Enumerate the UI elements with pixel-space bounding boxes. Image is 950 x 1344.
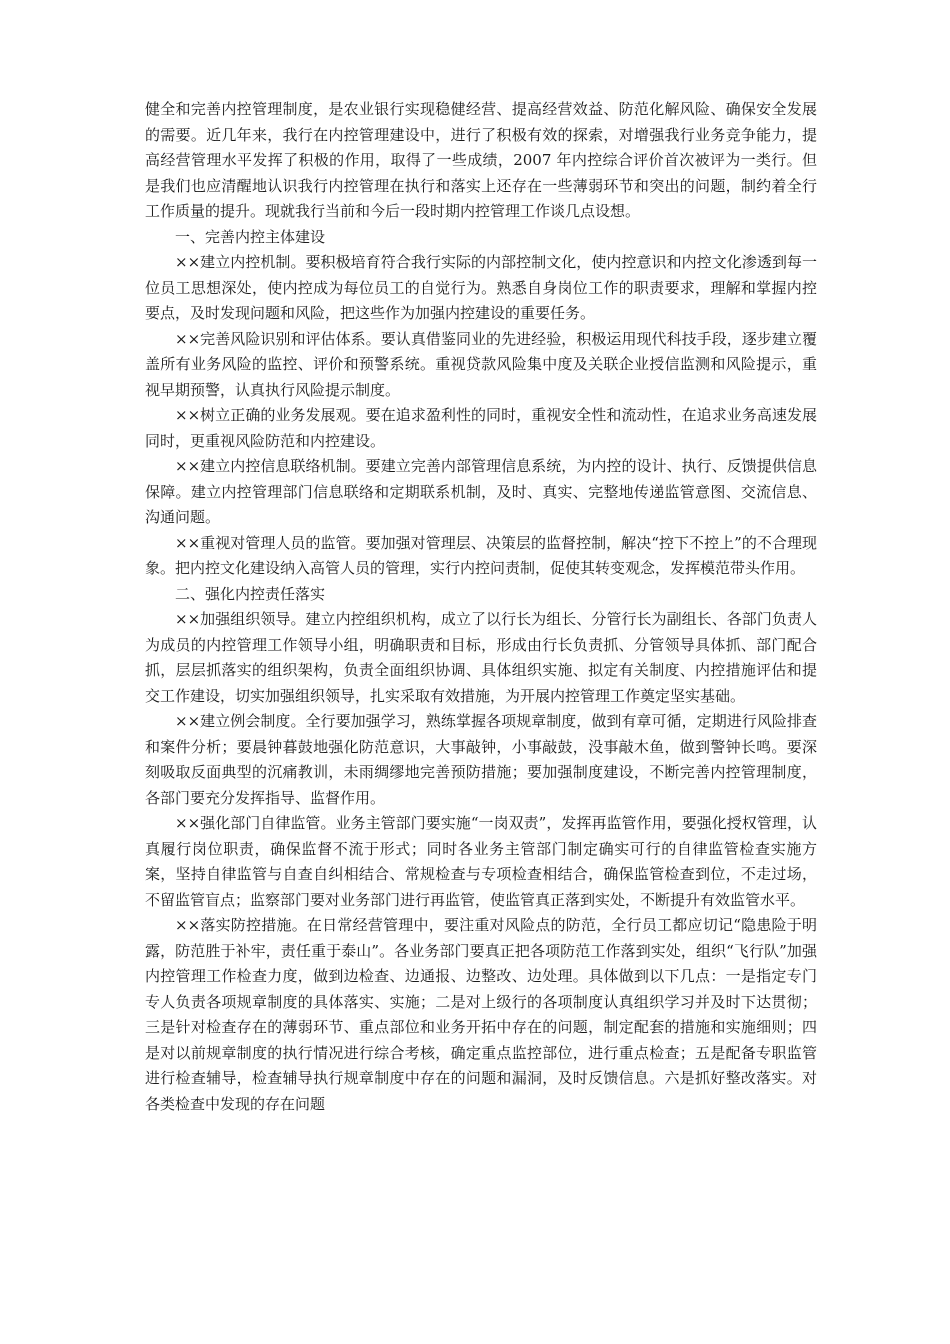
paragraph-1-4: ××建立内控信息联络机制。要建立完善内部管理信息系统，为内控的设计、执行、反馈提供信息保障。建立内控管理部门信息联络和定期联系机制，及时、真实、完整地传递监管意图、交流信息、沟通问题。	[145, 457, 817, 526]
paragraph-2-1: ××加强组织领导。建立内控组织机构，成立了以行长为组长、分管行长为副组长、各部门负责人为成员的内控管理工作领导小组，明确职责和目标，形成由行长负责抓、分管领导具体抓、部门配合抓，层层抓落实的组织架构，负责全面组织协调、具体组织实施、拟定有关制度、内控措施评估和提交工作建设，切实加强组织领导，扎实采取有效措施，为开展内控管理工作奠定坚实基础。	[145, 610, 817, 705]
section-heading-2: 二、强化内控责任落实	[175, 584, 326, 603]
paragraph-2-2: ××建立例会制度。全行要加强学习，熟练掌握各项规章制度，做到有章可循，定期进行风险排查和案件分析；要晨钟暮鼓地强化防范意识，大事敲钟，小事敲鼓，没事敲木鱼，做到警钟长鸣。要深刻吸取反面典型的沉痛教训，未雨绸缪地完善预防措施；要加强制度建设，不断完善内控管理制度，各部门要充分发挥指导、监督作用。	[145, 712, 817, 807]
paragraph-2-4: ××落实防控措施。在日常经营管理中，要注重对风险点的防范，全行员工都应切记“隐患险于明露，防范胜于补牢，责任重于泰山”。各业务部门要真正把各项防范工作落到实处，组织“飞行队”加强内控管理工作检查力度，做到边检查、边通报、边整改、边处理。具体做到以下几点：一是指定专门专人负责各项规章制度的具体落实、实施；二是对上级行的各项制度认真组织学习并及时下达贯彻；三是针对检查存在的薄弱环节、重点部位和业务开拓中存在的问题，制定配套的措施和实施细则；四是对以前规章制度的执行情况进行综合考核，确定重点监控部位，进行重点检查；五是配备专职监管进行检查辅导，检查辅导执行规章制度中存在的问题和漏洞，及时反馈信息。六是抓好整改落实。对各类检查中发现的存在问题	[145, 916, 817, 1113]
document-page	[145, 97, 817, 1117]
paragraph-1-3: ××树立正确的业务发展观。要在追求盈利性的同时，重视安全性和流动性，在追求业务高速发展同时，更重视风险防范和内控建设。	[145, 406, 817, 450]
paragraph-1-1: ××建立内控机制。要积极培育符合我行实际的内部控制文化，使内控意识和内控文化渗透到每一位员工思想深处，使内控成为每位员工的自觉行为。熟悉自身岗位工作的职责要求，理解和掌握内控要点，及时发现问题和风险，把这些作为加强内控建设的重要任务。	[145, 253, 817, 322]
paragraph-2-3: ××强化部门自律监管。业务主管部门要实施“一岗双责”，发挥再监管作用，要强化授权管理，认真履行岗位职责，确保监督不流于形式；同时各业务主管部门制定确实可行的自律监管检查实施方案，坚持自律监管与自查自纠相结合、常规检查与专项检查相结合，确保监管检查到位，不走过场，不留监管盲点；监察部门要对业务部门进行再监管，使监管真正落到实处，不断提升有效监管水平。	[145, 814, 817, 909]
section-heading-1: 一、完善内控主体建设	[175, 227, 326, 246]
paragraph-1-5: ××重视对管理人员的监管。要加强对管理层、决策层的监督控制，解决“控下不控上”的不合理现象。把内控文化建设纳入高管人员的管理，实行内控问责制，促使其转变观念，发挥模范带头作用。	[145, 533, 817, 577]
paragraph-1-2: ××完善风险识别和评估体系。要认真借鉴同业的先进经验，积极运用现代科技手段，逐步建立覆盖所有业务风险的监控、评价和预警系统。重视贷款风险集中度及关联企业授信监测和风险提示，重视早期预警，认真执行风险提示制度。	[145, 329, 817, 399]
intro-paragraph: 健全和完善内控管理制度，是农业银行实现稳健经营、提高经营效益、防范化解风险、确保安全发展的需要。近几年来，我行在内控管理建设中，进行了积极有效的探索，对增强我行业务竞争能力，提高经营管理水平发挥了积极的作用，取得了一些成绩，2007 年内控综合评价首次被评为一类行。但是我们也应清醒地认识我行内控管理在执行和落实上还存在一些薄弱环节和突出的问题，制约着全行工作质量的提升。现就我行当前和今后一段时期内控管理工作谈几点设想。	[145, 100, 817, 220]
